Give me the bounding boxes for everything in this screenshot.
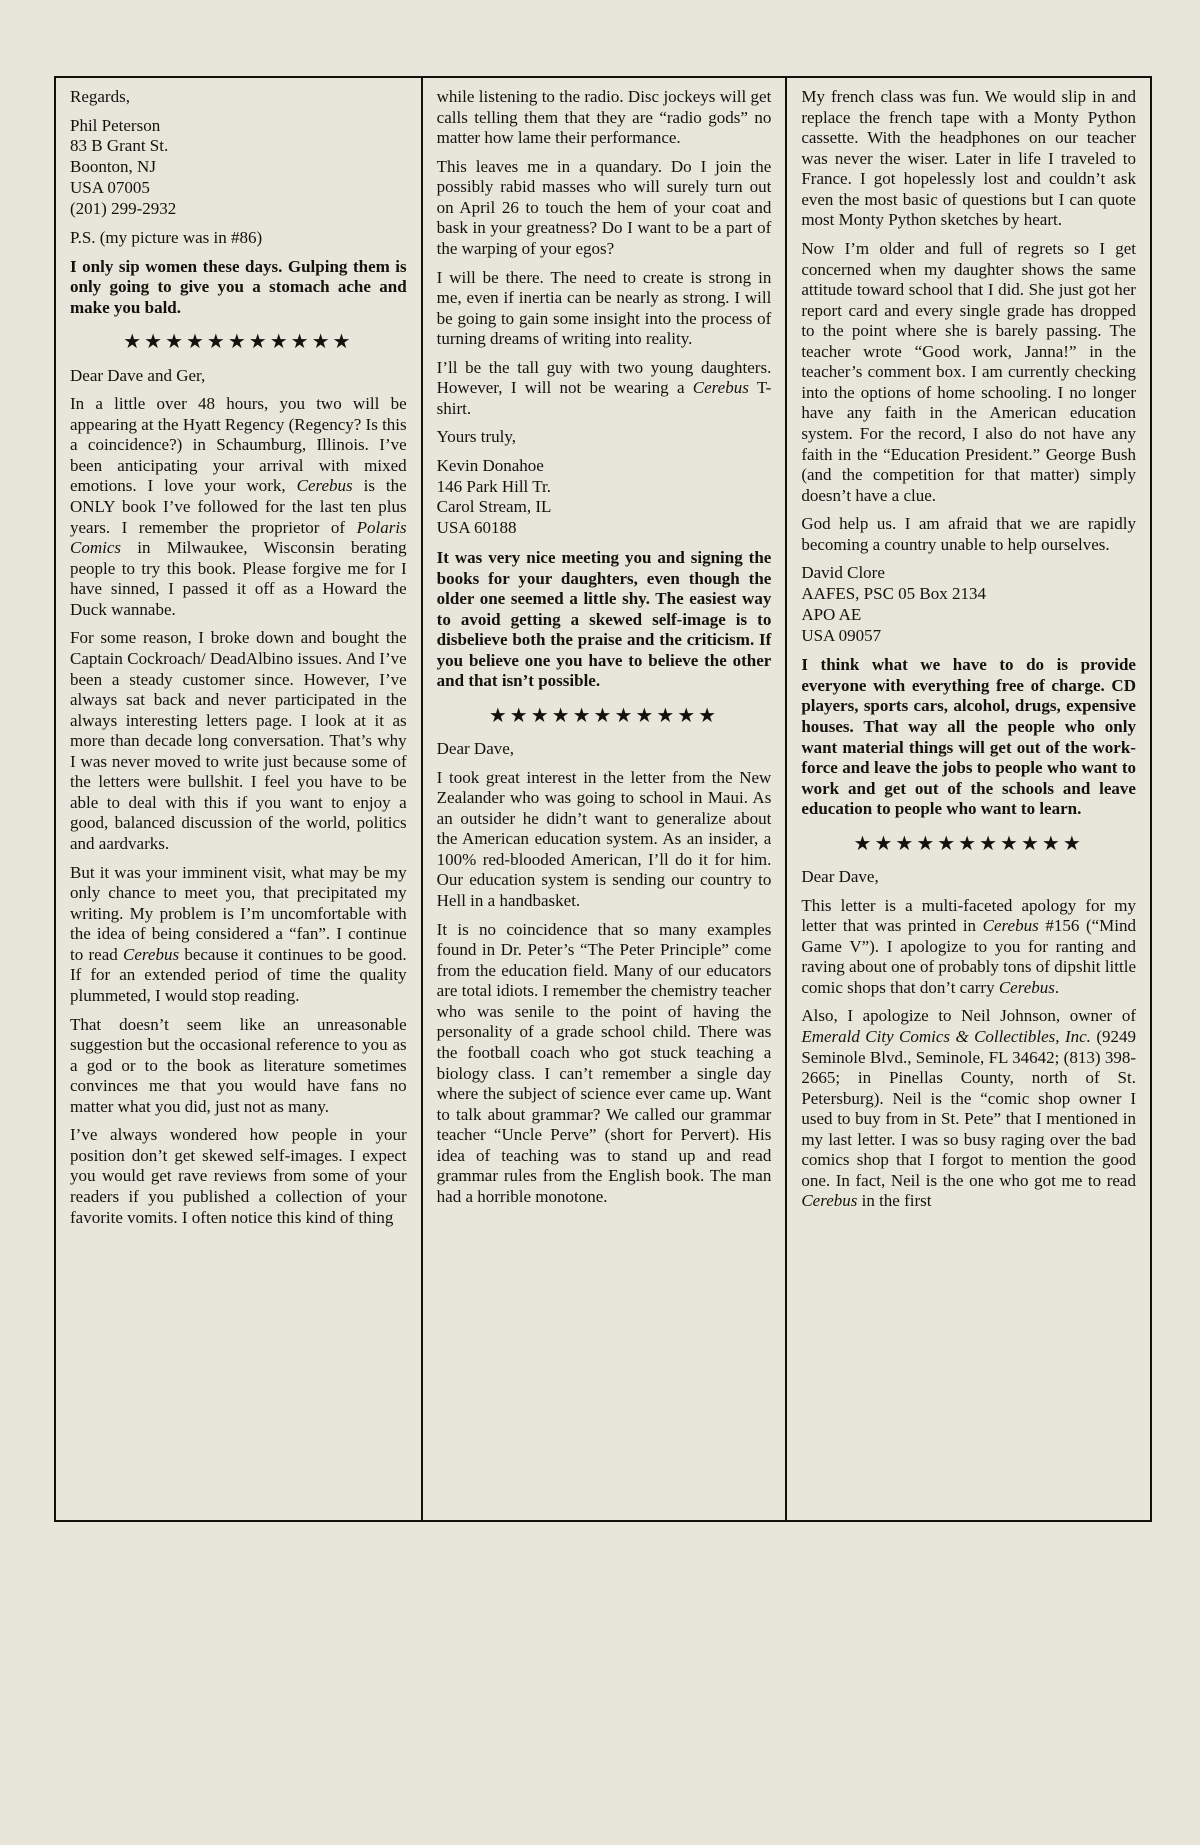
editor-response: I think what we have to do is provide everyone with everything free of charge. CD players, sports cars, alcohol, drugs, expensive houses. That way all the people who only want material things will get out of the work-force and leave the jobs to people who want to work and get out of the schools and leave education to people who want to learn.	[801, 655, 1136, 819]
address-line: USA 07005	[70, 177, 150, 197]
letter-paragraph: I took great interest in the letter from the New Zealander who was going to school in Maui. As an outsider he didn’t want to generalize about the American education system. As an insider, a 100% red-blooded American, I’ll do it for him. Our education system is sending our country to Hell in a handbasket.	[436, 767, 772, 910]
address-line: (201) 299-2932	[70, 198, 177, 218]
editor-response: It was very nice meeting you and signing the books for your daughters, even though the older one seemed a little shy. The easiest way to avoid getting a skewed self-image is to disbelieve both the praise and the criticism. If you believe one you have to believe the other and that isn’t possible.	[436, 547, 772, 691]
letter-paragraph: It is no coincidence that so many examples found in Dr. Peter’s “The Peter Principle” come from the education field. Many of our educators are total idiots. I remember the chemistry teacher who was senile to the point of having the personality of a grade school child. There was the football coach who got stuck teaching a biology class. I can’t remember a single day where the subject of science ever came up. Want to talk about grammar? We called our grammar teacher “Uncle Perve” (short for Pervert). His idea of teaching was to stand up and read grammar rules from the English book. The man had a horrible monotone.	[436, 919, 772, 1206]
address-block	[437, 456, 772, 539]
letters-column-1	[56, 78, 421, 1520]
address-line: Phil Peterson	[70, 115, 161, 135]
letter-paragraph: I’ve always wondered how people in your position don’t get skewed self-images. I expect you would get rave reviews from some of your readers if you published a collection of your favorite vomits. I often notice this kind of thing	[70, 1125, 407, 1227]
letter-paragraph: Now I’m older and full of regrets so I get concerned when my daughter shows the same attitude toward school that I did. She just got her report card and every single grade has dropped to the point where she is barely passing. The teacher wrote “Good work, Janna!” in the teacher’s comment box. I am currently checking into the options of home schooling. I no longer have any faith in the American education system. For the record, I also do not have any faith in the “Education President.” George Bush (and the competition for that matter) simply doesn’t have a clue.	[801, 238, 1136, 505]
letter-paragraph: My french class was fun. We would slip in and replace the french tape with a Monty Python cassette. With the headphones on our teacher was never the wiser. Later in life I traveled to France. I got hopelessly lost and couldn’t ask even the most basic of questions but I can quote most Monty Python sketches by heart.	[801, 87, 1136, 230]
letters-page-box	[54, 76, 1152, 1522]
letter-paragraph: In a little over 48 hours, you two will be appearing at the Hyatt Regency (Regency? Is this a coincidence?) in Schaumburg, Illinois. I’ve been anticipating your arrival with mixed emotions. I love your work, Cerebus is the ONLY book I’ve followed for the last ten plus years. I remember the proprietor of Polaris Comics in Milwaukee, Wisconsin berating people to try this book. Please forgive me for I have sinned, I passed it off as a Howard the Duck wannabe.	[70, 394, 407, 619]
address-line: USA 09057	[801, 625, 882, 645]
address-line: Carol Stream, IL	[436, 497, 552, 517]
letter-line: Regards,	[70, 87, 130, 106]
letter-paragraph: For some reason, I broke down and bought the Captain Cockroach/ DeadAlbino issues. And I’ve been a steady customer since. However, I’ve always sat back and never participated in the always interesting letters page. I look at it as more than decade long conversation. That’s why I was never moved to write just because some of the letters were bullshit. I feel you have to be able to deal with this if you want to enjoy a good, balanced discussion of the world, politics and aardvarks.	[70, 628, 407, 854]
address-line: USA 60188	[436, 518, 517, 538]
letter-line: Yours truly,	[436, 427, 517, 447]
address-line: AAFES, PSC 05 Box 2134	[801, 584, 987, 604]
address-line: 83 B Grant St.	[70, 136, 169, 156]
star-separator: ★★★★★★★★★★★	[853, 830, 1084, 855]
letters-column-3	[785, 78, 1150, 1520]
letter-line: P.S. (my picture was in #86)	[70, 228, 263, 248]
letter-line: Dear Dave,	[801, 867, 879, 886]
letter-paragraph: That doesn’t seem like an unreasonable suggestion but the occasional reference to you as a god or to the book as literature sometimes convinces me that you would have fans no matter what you did, just not as many.	[70, 1014, 407, 1116]
star-separator: ★★★★★★★★★★★	[123, 329, 354, 354]
letters-column-2	[421, 78, 786, 1520]
letter-paragraph: God help us. I am afraid that we are rapidly becoming a country unable to help ourselves.	[801, 514, 1136, 554]
letter-line: Dear Dave,	[436, 739, 515, 759]
address-line: APO AE	[801, 604, 862, 624]
address-block	[801, 563, 1136, 646]
star-separator: ★★★★★★★★★★★	[488, 702, 720, 727]
address-line: 146 Park Hill Tr.	[436, 476, 551, 496]
editor-response: I only sip women these days. Gulping them is only going to give you a stomach ache and make you bald.	[70, 256, 407, 317]
address-line: David Clore	[801, 563, 885, 583]
letter-paragraph: I will be there. The need to create is strong in me, even if inertia can be nearly as strong. I will be going to gain some insight into the process of turning dreams of writing into reality.	[436, 267, 772, 349]
address-line: Kevin Donahoe	[436, 456, 544, 475]
address-line: Boonton, NJ	[70, 157, 156, 177]
letter-paragraph: This letter is a multi-faceted apology for my letter that was printed in Cerebus #156 (“Mind Game V”). I apologize to you for ranting and raving about one of probably tons of dipshit little comic shops that don’t carry Cerebus.	[801, 895, 1136, 997]
letter-paragraph: This leaves me in a quandary. Do I join the possibly rabid masses who will surely turn out on April 26 to touch the hem of your coat and bask in your greatness? Do I want to be a part of the warping of your egos?	[436, 156, 772, 258]
letter-paragraph: Also, I apologize to Neil Johnson, owner of Emerald City Comics & Collectibles, Inc. (9249 Seminole Blvd., Seminole, FL 34642; (813) 398-2665; in Pinellas County, north of St. Petersburg). Neil is the “comic shop owner I used to buy from in St. Pete” that I mentioned in my last letter. I was so busy raging over the bad comics shop that I forgot to mention the good one. In fact, Neil is the one who got me to read Cerebus in the first	[801, 1006, 1136, 1211]
letter-paragraph: I’ll be the tall guy with two young daughters. However, I will not be wearing a Cerebus T-shirt.	[436, 357, 772, 418]
letter-paragraph: But it was your imminent visit, what may be my only chance to meet you, that precipitated my writing. My problem is I’m uncomfortable with the idea of being considered a “fan”. I continue to read Cerebus because it continues to be good. If for an extended period of time the quality plummeted, I would stop reading.	[70, 862, 407, 1005]
letter-line: Dear Dave and Ger,	[70, 365, 206, 385]
address-block	[70, 116, 407, 220]
letter-paragraph: while listening to the radio. Disc jockeys will get calls telling them that they are “radio gods” no matter how lame their performance.	[436, 87, 772, 148]
